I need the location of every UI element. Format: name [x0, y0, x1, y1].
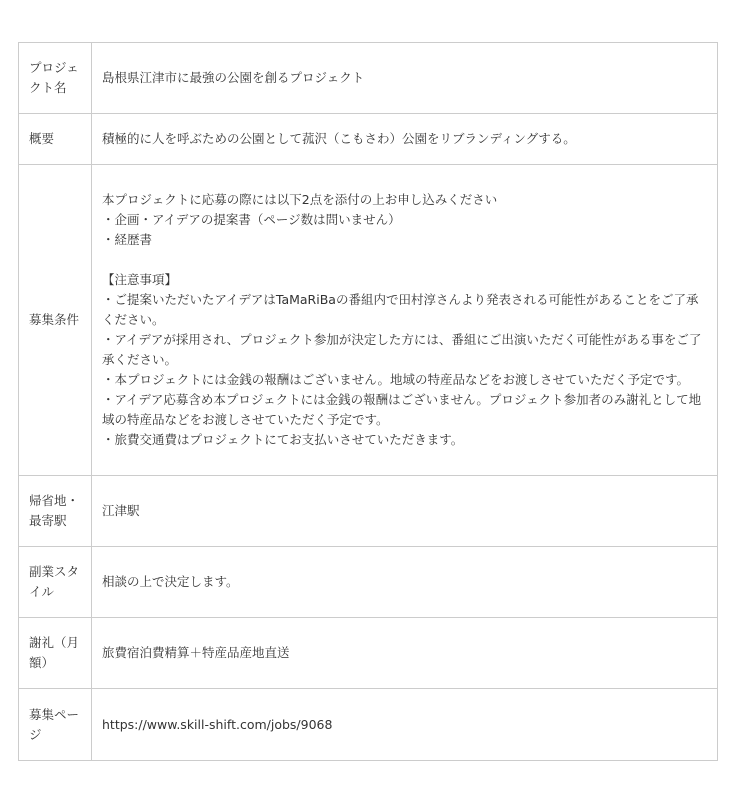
- blank-line: [102, 250, 707, 270]
- row-value: 島根県江津市に最強の公園を創るプロジェクト: [92, 43, 718, 114]
- row-value: 江津駅: [92, 476, 718, 547]
- conditions-line: ・旅費交通費はプロジェクトにてお支払いさせていただきます。: [102, 432, 464, 447]
- row-label: 副業スタイル: [19, 547, 92, 618]
- conditions-line: ・アイデア応募含め本プロジェクトには金銭の報酬はございません。プロジェクト参加者のみ謝礼として地域の特産品などをお渡しさせていただく予定です。: [102, 392, 702, 427]
- conditions-line: ・本プロジェクトには金銭の報酬はございません。地域の特産品などをお渡しさせていただく予定です。: [102, 372, 690, 387]
- conditions-line: ・企画・アイデアの提案書（ページ数は問いません）: [102, 212, 401, 227]
- row-label: プロジェクト名: [19, 43, 92, 114]
- row-label: 帰省地・最寄駅: [19, 476, 92, 547]
- conditions-line: ・経歴書: [102, 232, 153, 247]
- recruit-page-url[interactable]: https://www.skill-shift.com/jobs/9068: [92, 689, 718, 761]
- row-value: 相談の上で決定します。: [92, 547, 718, 618]
- row-overview: [19, 114, 718, 165]
- row-label: 募集条件: [19, 165, 92, 476]
- conditions-line: 本プロジェクトに応募の際には以下2点を添付の上お申し込みください: [102, 192, 498, 207]
- conditions-line: ・アイデアが採用され、プロジェクト参加が決定した方には、番組にご出演いただく可能性がある事をご了承ください。: [102, 332, 702, 367]
- project-info-table: [18, 42, 718, 761]
- row-value-conditions: [92, 165, 718, 476]
- row-label: 謝礼（月額）: [19, 618, 92, 689]
- row-reward: [19, 618, 718, 689]
- row-value: 旅費宿泊費精算＋特産品産地直送: [92, 618, 718, 689]
- row-value: 積極的に人を呼ぶための公園として菰沢（こもさわ）公園をリブランディングする。: [92, 114, 718, 165]
- row-label: 募集ページ: [19, 689, 92, 761]
- conditions-line: ・ご提案いただいたアイデアはTaMaRiBaの番組内で田村淳さんより発表される可能性があることをご了承ください。: [102, 292, 699, 327]
- row-conditions: [19, 165, 718, 476]
- row-label: 概要: [19, 114, 92, 165]
- conditions-line: 【注意事項】: [102, 272, 178, 287]
- row-project-name: [19, 43, 718, 114]
- row-recruit-page: [19, 689, 718, 761]
- row-work-style: [19, 547, 718, 618]
- row-home-station: [19, 476, 718, 547]
